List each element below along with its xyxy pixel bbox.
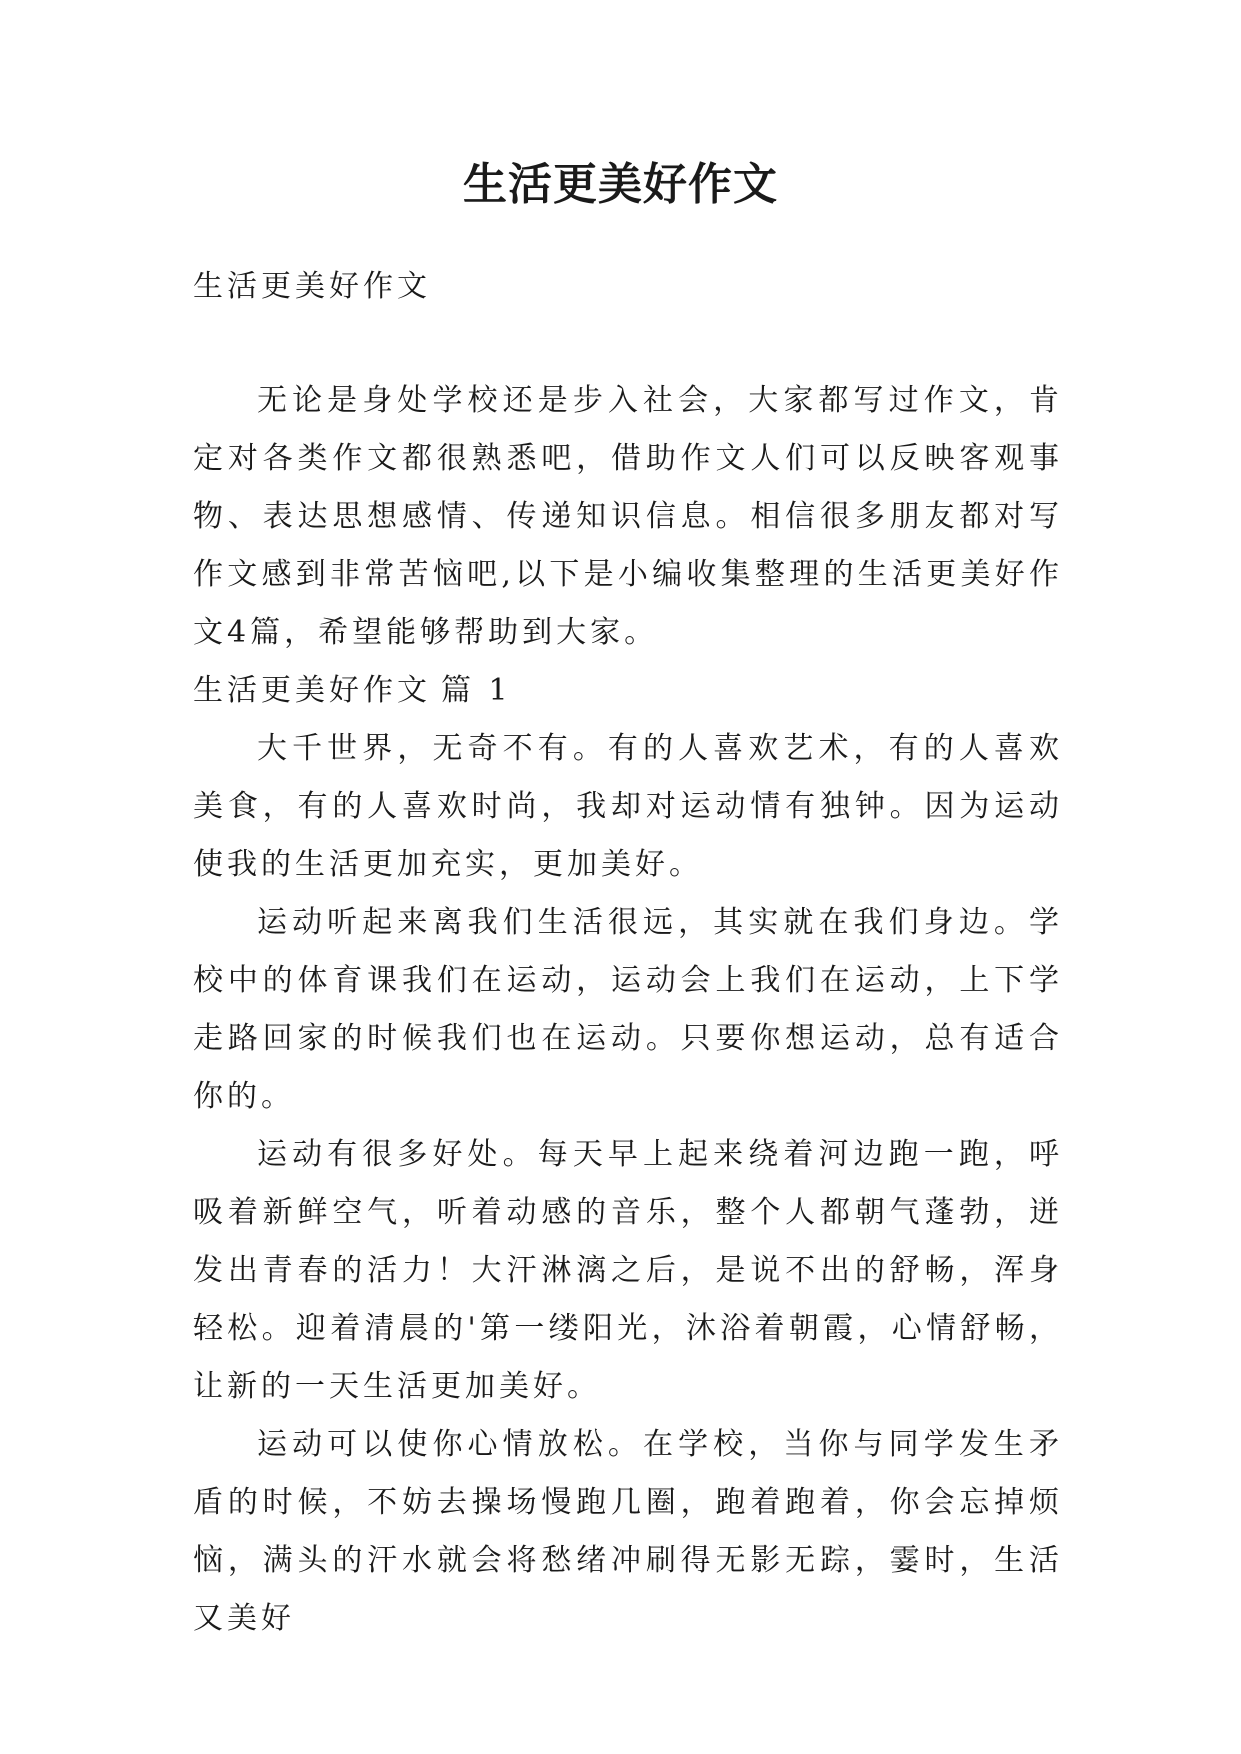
body-paragraph-2: 运动听起来离我们生活很远，其实就在我们身边。学校中的体育课我们在运动，运动会上我们在运动，上下学走路回家的时候我们也在运动。只要你想运动，总有适合你的。 [193, 905, 1063, 1114]
body-paragraph-3: 运动有很多好处。每天早上起来绕着河边跑一跑，呼吸着新鲜空气，听着动感的音乐，整个人都朝气蓬勃，迸发出青春的活力！大汗淋漓之后，是说不出的舒畅，浑身轻松。迎着清晨的'第一缕阳光，沐浴着朝霞，心情舒畅，让新的一天生活更加美好。 [193, 1137, 1063, 1404]
section-heading-text: 生活更美好作文 [193, 673, 431, 708]
section-heading [193, 662, 1063, 720]
spacer [193, 316, 1063, 372]
intro-paragraph: 无论是身处学校还是步入社会，大家都写过作文，肯定对各类作文都很熟悉吧，借助作文人们可以反映客观事物、表达思想感情、传递知识信息。相信很多朋友都对写作文感到非常苦恼吧,以下是小编收集整理的生活更美好作文4篇，希望能够帮助到大家。 [193, 383, 1063, 650]
document-body [193, 258, 1063, 1648]
body-paragraph-4: 运动可以使你心情放松。在学校，当你与同学发生矛盾的时候，不妨去操场慢跑几圈，跑着跑着，你会忘掉烦恼，满头的汗水就会将愁绪冲刷得无影无踪，霎时，生活又美好 [193, 1427, 1063, 1636]
section-number: 篇 1 [441, 673, 512, 708]
body-paragraph-1: 大千世界，无奇不有。有的人喜欢艺术，有的人喜欢美食，有的人喜欢时尚，我却对运动情有独钟。因为运动使我的生活更加充实，更加美好。 [193, 731, 1063, 882]
document-title: 生活更美好作文 [463, 159, 778, 210]
document-subtitle: 生活更美好作文 [193, 269, 431, 304]
